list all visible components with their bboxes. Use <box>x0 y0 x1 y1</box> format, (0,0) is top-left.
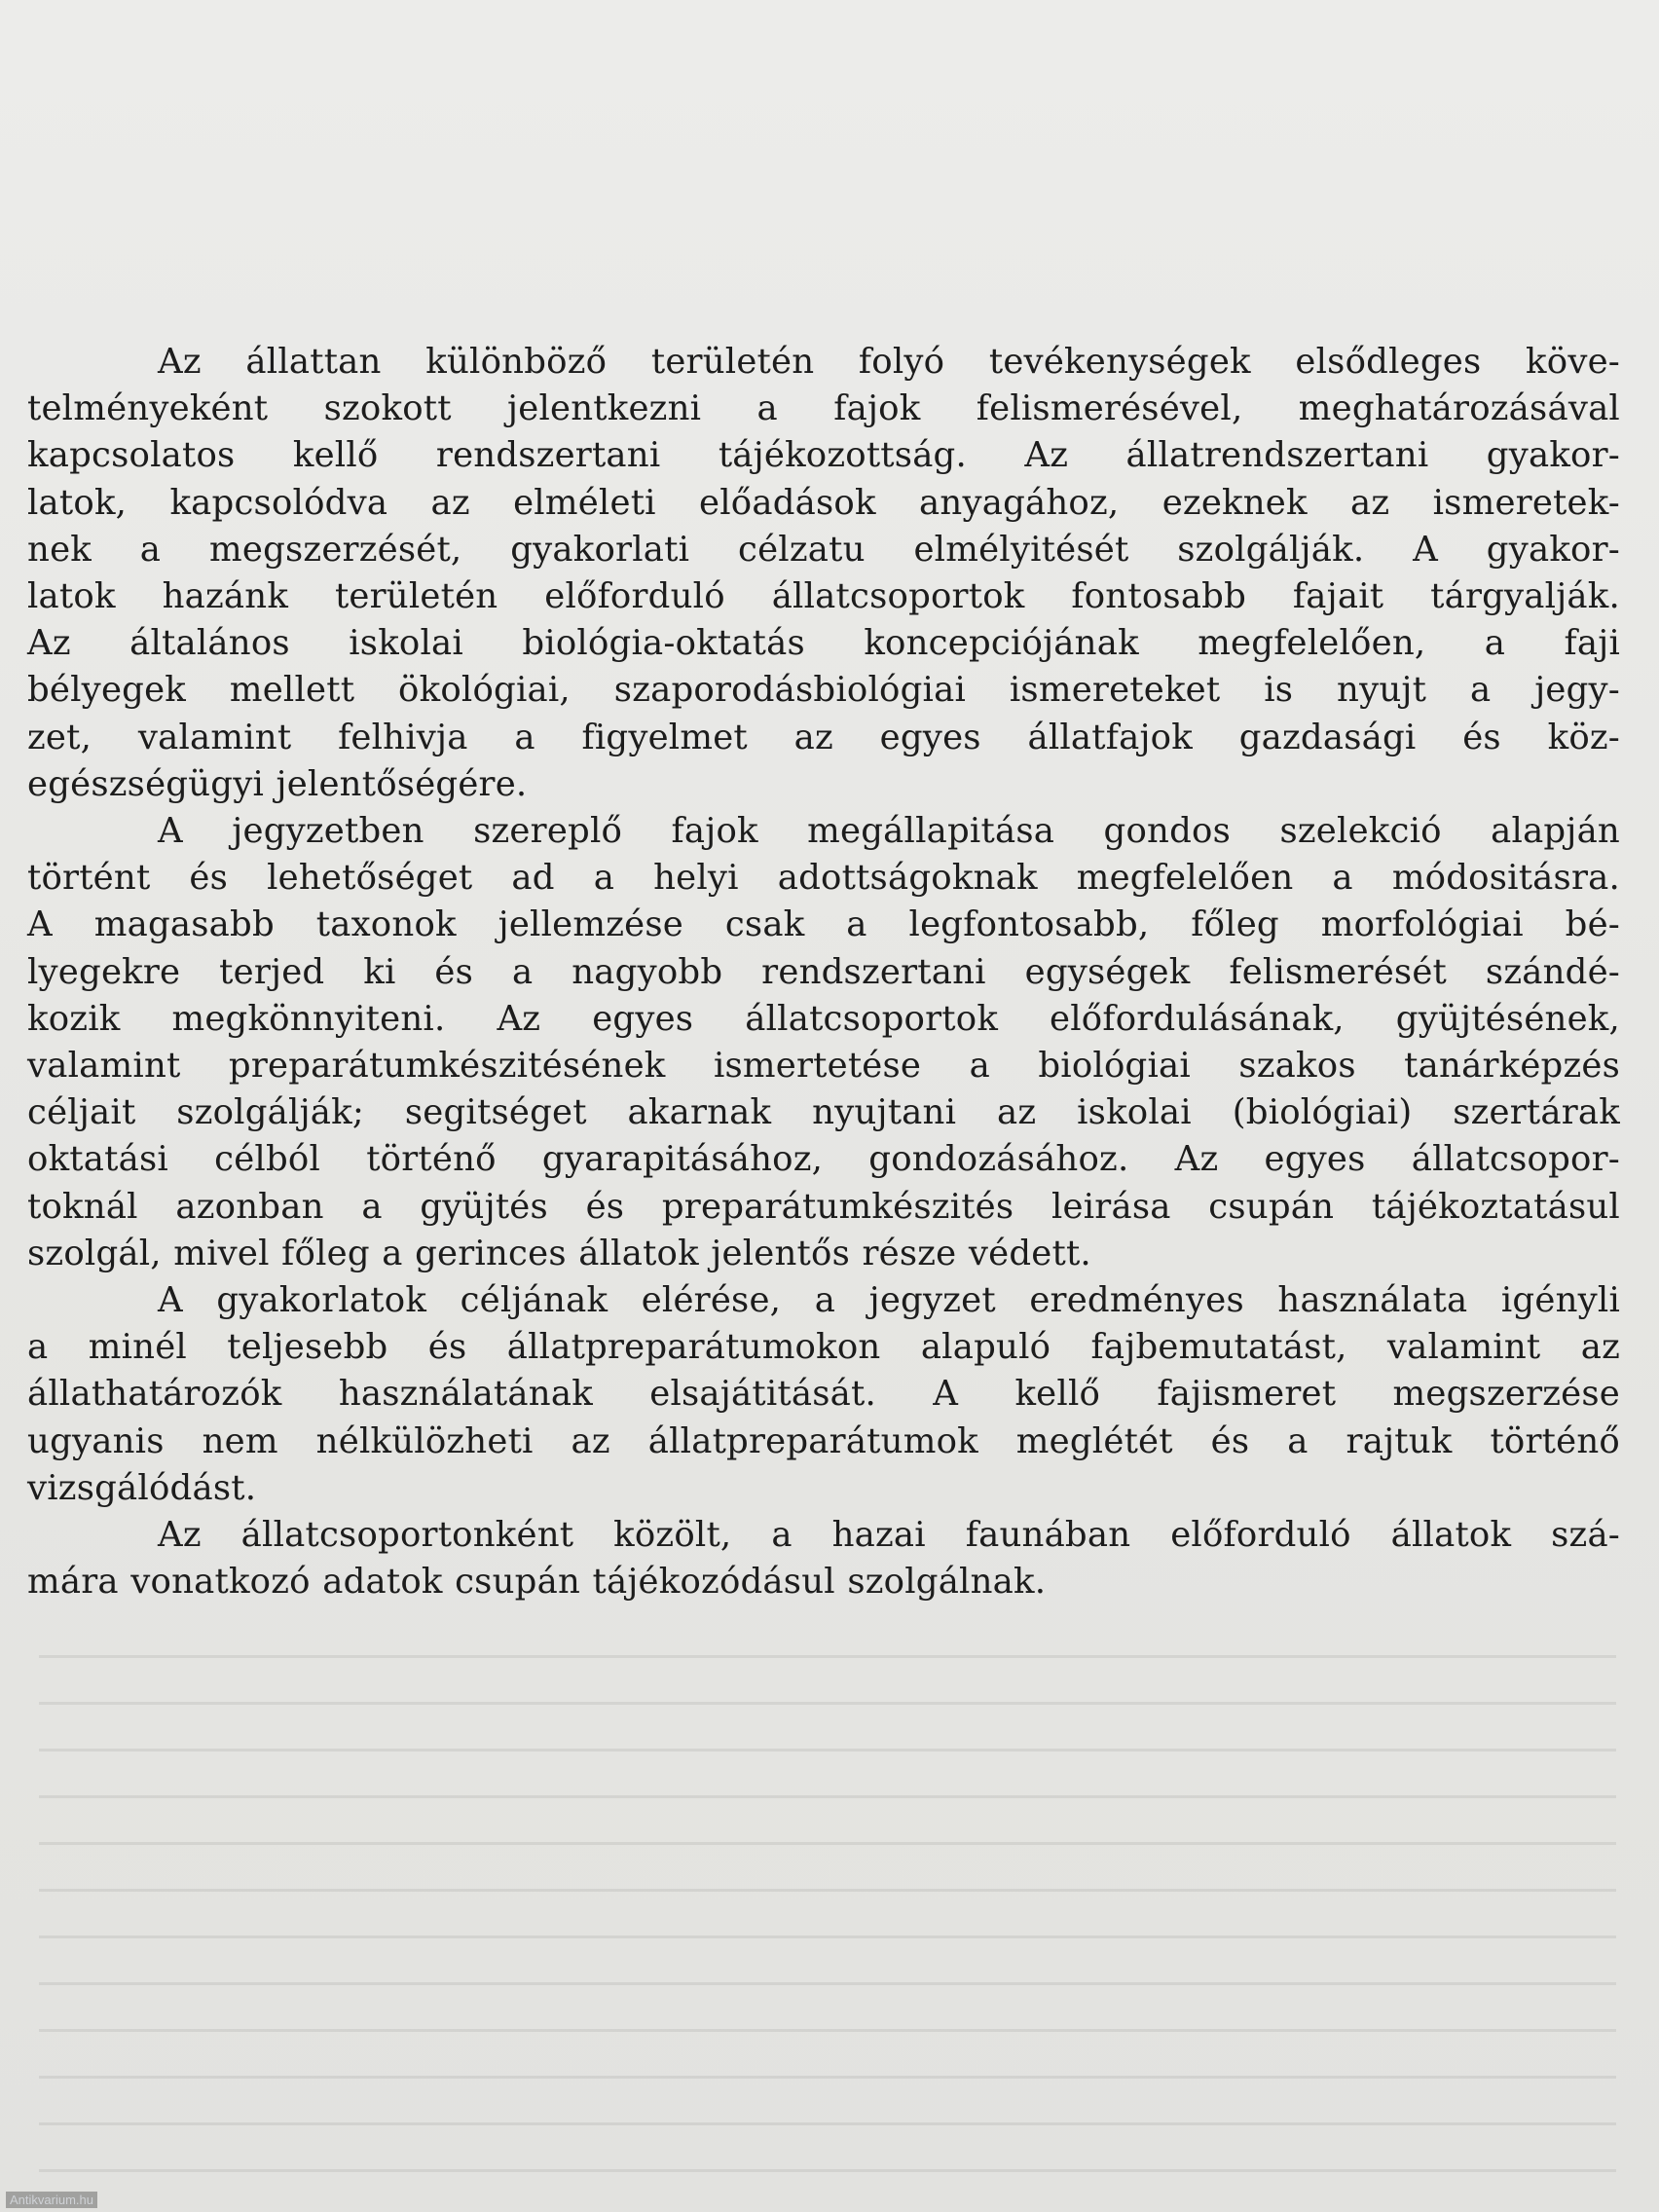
text-line: Az állatcsoportonként közölt, a hazai faunában előforduló állatok szá- <box>158 1515 1620 1556</box>
text-line: kozik megkönnyiteni. Az egyes állatcsoportok előfordulásának, gyüjtésének, <box>27 998 1620 1039</box>
text-line: egészségügyi jelentőségére. <box>27 763 528 804</box>
watermark-label: Antikvarium.hu <box>6 2192 97 2208</box>
text-line: A jegyzetben szereplő fajok megállapitása gondos szelekció alapján <box>158 811 1620 852</box>
text-line: nek a megszerzését, gyakorlati célzatu elmélyitését szolgálják. A gyakor- <box>27 529 1620 570</box>
text-line: mára vonatkozó adatok csupán tájékozódásul szolgálnak. <box>27 1562 1047 1603</box>
paragraph-2 <box>27 808 1620 1277</box>
text-line: telményeként szokott jelentkezni a fajok felismerésével, meghatározásával <box>27 388 1620 429</box>
text-line: latok hazánk területén előforduló állatcsoportok fontosabb fajait tárgyalják. <box>27 576 1620 617</box>
body-text <box>27 339 1620 1605</box>
text-line: a minél teljesebb és állatpreparátumokon alapuló fajbemutatást, valamint az <box>27 1327 1620 1368</box>
text-line: Az állattan különböző területén folyó tevékenységek elsődleges köve- <box>158 342 1620 382</box>
text-line: zet, valamint felhivja a figyelmet az egyes állatfajok gazdasági és köz- <box>27 717 1620 757</box>
text-line: Az általános iskolai biológia-oktatás koncepciójának megfelelően, a faji <box>27 623 1620 664</box>
show-through-text <box>39 1655 1616 2181</box>
paragraph-3 <box>27 1277 1620 1512</box>
text-line: állathatározók használatának elsajátitását. A kellő fajismeret megszerzése <box>27 1374 1620 1415</box>
text-line: céljait szolgálják; segitséget akarnak nyujtani az iskolai (biológiai) szertárak <box>27 1092 1620 1133</box>
text-line: oktatási célból történő gyarapitásához, gondozásához. Az egyes állatcsopor- <box>27 1139 1620 1180</box>
text-line: valamint preparátumkészitésének ismertetése a biológiai szakos tanárképzés <box>27 1046 1620 1087</box>
text-line: kapcsolatos kellő rendszertani tájékozottság. Az állatrendszertani gyakor- <box>27 435 1620 476</box>
text-line: toknál azonban a gyüjtés és preparátumkészités leirása csupán tájékoztatásul <box>27 1186 1620 1227</box>
text-line: A magasabb taxonok jellemzése csak a legfontosabb, főleg morfológiai bé- <box>27 904 1620 945</box>
text-line: A gyakorlatok céljának elérése, a jegyzet eredményes használata igényli <box>158 1280 1620 1321</box>
paragraph-1 <box>27 339 1620 808</box>
text-line: vizsgálódást. <box>27 1467 257 1508</box>
text-line: ugyanis nem nélkülözheti az állatpreparátumok meglétét és a rajtuk történő <box>27 1420 1620 1461</box>
text-line: latok, kapcsolódva az elméleti előadások anyagához, ezeknek az ismeretek- <box>27 482 1620 523</box>
paragraph-4 <box>27 1512 1620 1605</box>
text-line: lyegekre terjed ki és a nagyobb rendszertani egységek felismerését szándé- <box>27 951 1620 992</box>
text-line: történt és lehetőséget ad a helyi adottságoknak megfelelően a módositásra. <box>27 858 1620 899</box>
text-line: bélyegek mellett ökológiai, szaporodásbiológiai ismereteket is nyujt a jegy- <box>27 670 1620 711</box>
text-line: szolgál, mivel főleg a gerinces állatok jelentős része védett. <box>27 1233 1091 1273</box>
